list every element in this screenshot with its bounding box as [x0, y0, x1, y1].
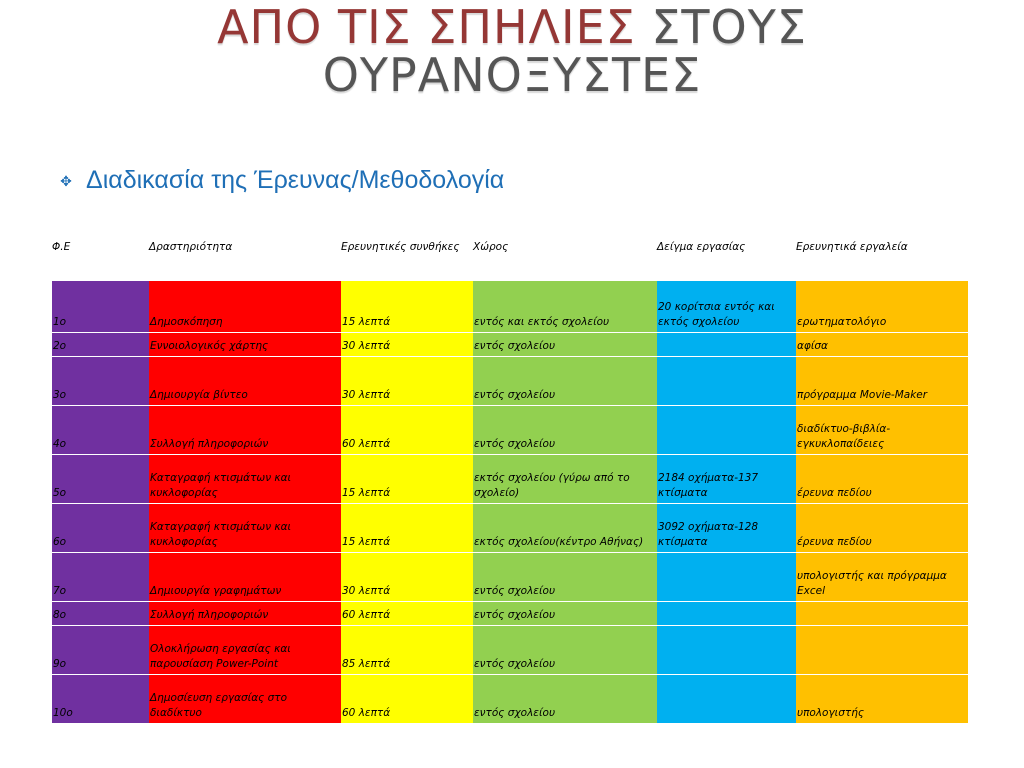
cell-sample: 2184 οχήματα-137 κτίσματα: [657, 454, 796, 503]
cell-sample: [657, 332, 796, 356]
cell-phase: 7ο: [52, 552, 149, 601]
cell-tools: έρευνα πεδίου: [796, 503, 968, 552]
header-tools: Ερευνητικά εργαλεία: [796, 241, 908, 253]
cell-conditions: 15 λεπτά: [341, 281, 473, 332]
cell-conditions: 85 λεπτά: [341, 625, 473, 674]
cell-phase: 3ο: [52, 356, 149, 405]
title-red-part: ΑΠΟ ΤΙΣ ΣΠΗΛΙΕΣ: [217, 0, 636, 54]
cell-sample: 3092 οχήματα-128 κτίσματα: [657, 503, 796, 552]
cell-tools: πρόγραμμα Movie-Maker: [796, 356, 968, 405]
cell-activity: Ολοκλήρωση εργασίας και παρουσίαση Power-Point: [149, 625, 341, 674]
table-row: [52, 356, 968, 405]
cell-activity: Καταγραφή κτισμάτων και κυκλοφορίας: [149, 454, 341, 503]
table-row: [52, 503, 968, 552]
table-row: [52, 332, 968, 356]
table-row: [52, 625, 968, 674]
cell-conditions: 15 λεπτά: [341, 454, 473, 503]
cell-sample: [657, 552, 796, 601]
cell-location: εντός σχολείου: [473, 625, 657, 674]
cell-location: εκτός σχολείου(κέντρο Αθήνας): [473, 503, 657, 552]
cell-conditions: 15 λεπτά: [341, 503, 473, 552]
title-line-2: ΟΥΡΑΝΟΞΥΣΤΕΣ: [322, 48, 702, 102]
table-row: [52, 454, 968, 503]
header-location: Χώρος: [473, 241, 509, 253]
cell-tools: [796, 625, 968, 674]
cell-location: εντός σχολείου: [473, 674, 657, 723]
cell-conditions: 60 λεπτά: [341, 674, 473, 723]
cell-conditions: 30 λεπτά: [341, 332, 473, 356]
cell-phase: 9ο: [52, 625, 149, 674]
cell-location: εντός σχολείου: [473, 405, 657, 454]
table-row: [52, 552, 968, 601]
table-row: [52, 281, 968, 332]
methodology-table: [52, 281, 968, 724]
cell-activity: Δημοσκόπηση: [149, 281, 341, 332]
cell-location: εντός σχολείου: [473, 356, 657, 405]
table-row: [52, 674, 968, 723]
cell-activity: Δημιουργία γραφημάτων: [149, 552, 341, 601]
bullet-point: [58, 166, 504, 195]
cell-location: εκτός σχολείου (γύρω από το σχολείο): [473, 454, 657, 503]
cell-location: εντός σχολείου: [473, 601, 657, 625]
cell-activity: Δημοσίευση εργασίας στο διαδίκτυο: [149, 674, 341, 723]
header-activity: Δραστηριότητα: [149, 241, 233, 253]
header-phase: Φ.Ε: [52, 241, 71, 253]
cell-phase: 2ο: [52, 332, 149, 356]
cell-tools: διαδίκτυο-βιβλία-εγκυκλοπαίδειες: [796, 405, 968, 454]
cell-location: εντός σχολείου: [473, 332, 657, 356]
cell-sample: [657, 356, 796, 405]
table-row: [52, 601, 968, 625]
cell-sample: 20 κορίτσια εντός και εκτός σχολείου: [657, 281, 796, 332]
cell-location: εντός σχολείου: [473, 552, 657, 601]
cell-sample: [657, 601, 796, 625]
cell-activity: Εννοιολογικός χάρτης: [149, 332, 341, 356]
cell-tools: [796, 601, 968, 625]
cell-conditions: 60 λεπτά: [341, 405, 473, 454]
cell-phase: 5ο: [52, 454, 149, 503]
title-line-1: [0, 0, 1024, 54]
table-row: [52, 405, 968, 454]
cell-activity: Συλλογή πληροφοριών: [149, 405, 341, 454]
diamond-bullet-icon: ✥: [60, 172, 72, 189]
cell-phase: 10ο: [52, 674, 149, 723]
cell-tools: αφίσα: [796, 332, 968, 356]
cell-activity: Δημιουργία βίντεο: [149, 356, 341, 405]
cell-phase: 4ο: [52, 405, 149, 454]
cell-phase: 6ο: [52, 503, 149, 552]
cell-sample: [657, 405, 796, 454]
cell-phase: 8ο: [52, 601, 149, 625]
cell-activity: Συλλογή πληροφοριών: [149, 601, 341, 625]
cell-tools: υπολογιστής και πρόγραμμα Excel: [796, 552, 968, 601]
cell-tools: υπολογιστής: [796, 674, 968, 723]
cell-phase: 1ο: [52, 281, 149, 332]
title-gray-part: ΣΤΟΥΣ: [651, 0, 807, 54]
bullet-text: Διαδικασία της Έρευνας/Μεθοδολογία: [86, 166, 505, 194]
cell-activity: Καταγραφή κτισμάτων και κυκλοφορίας: [149, 503, 341, 552]
cell-conditions: 60 λεπτά: [341, 601, 473, 625]
cell-sample: [657, 625, 796, 674]
cell-tools: έρευνα πεδίου: [796, 454, 968, 503]
cell-conditions: 30 λεπτά: [341, 356, 473, 405]
cell-sample: [657, 674, 796, 723]
cell-conditions: 30 λεπτά: [341, 552, 473, 601]
header-sample: Δείγμα εργασίας: [657, 241, 746, 253]
cell-location: εντός και εκτός σχολείου: [473, 281, 657, 332]
header-conditions: Ερευνητικές συνθήκες: [341, 241, 460, 253]
cell-tools: ερωτηματολόγιο: [796, 281, 968, 332]
slide-title: [0, 0, 1024, 102]
